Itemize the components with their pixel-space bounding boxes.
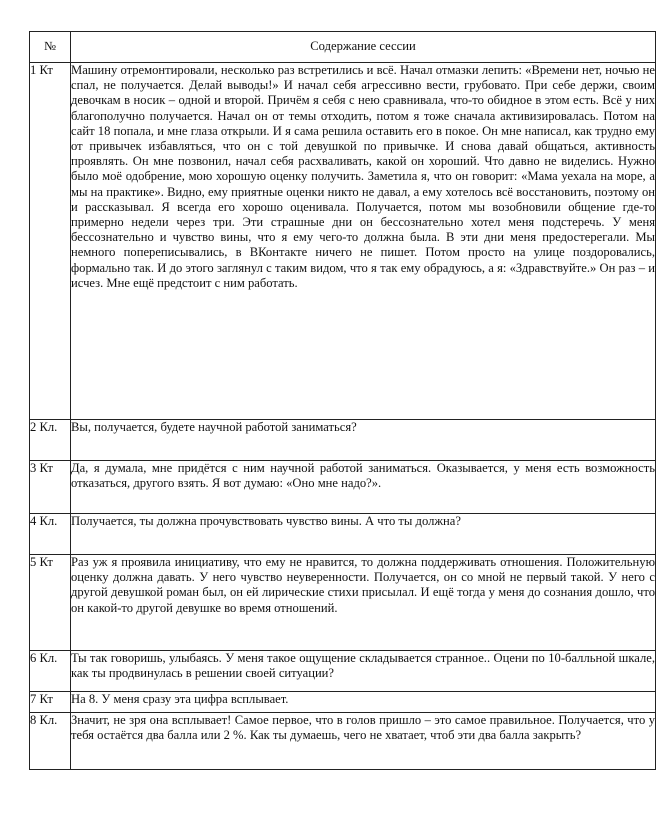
row-number: 3 Кт — [30, 461, 71, 514]
row-text: Машину отремонтировали, несколько раз встретились и всё. Начал отмазки лепить: «Времени нет, ночью не спал, не получается. Делай выводы!» И начал себя агрессивно вести, грубовато. При себе держи, своим девочкам в носик – одной и второй. Причём я себя с нею сравнивала, что-то обидное в этом есть. Всё у них благополучно получается. Начал он от темы отходить, потом я тоже сначала активизировалась. Потом на сайт 18 попала, и мне глаза открыли. И я сама решила оставить его в покое. Он мне написал, как трудно ему от привычек избавляться, что он с той девушкой по привычке. И снова давай общаться, активность проявлять. Он мне позвонил, начал себя расхваливать, какой он хороший. Что давно не виделись. Нужно было моё одобрение, мою хорошую оценку получить. Заметила я, что он говорит: «Мама уехала на море, а мы на практике». Видно, ему приятные оценки никто не давал, а ему хотелось всё восстановить, поэтому он и рассказывал. Я всегда его хорошо оценивала. Получается, потом мы возобновили общение где-то примерно недели через три. Эти страшные дни он бессознательно хотел меня подстеречь. У меня бессознательно и чувство вины, что я ему чего-то должна была. В эти дни меня предостерегали. Мы немного попереписывались, в ВКонтакте ничего не пишет. Потом просто на улице поздоровались, формально так. И до этого заглянул с таким видом, что я так ему обрадуюсь, а я: «Здравствуйте.» Он раз – и исчез. Мне ещё предстоит с ним работать. — [71, 63, 656, 420]
row-number: 8 Кл. — [30, 713, 71, 770]
row-number: 2 Кл. — [30, 420, 71, 461]
row-number: 4 Кл. — [30, 514, 71, 555]
row-text: Ты так говоришь, улыбаясь. У меня такое ощущение складывается странное.. Оцени по 10-балльной шкале, как ты продвинулась в решении своей ситуации? — [71, 651, 656, 692]
row-number: 6 Кл. — [30, 651, 71, 692]
table-row — [30, 713, 656, 770]
table-row — [30, 63, 656, 420]
header-number: № — [30, 32, 71, 63]
row-text: Раз уж я проявила инициативу, что ему не нравится, то должна поддерживать отношения. Положительную оценку должна давать. У него чувство неуверенности. Получается, он со мной не первый такой. У него с другой девушкой роман был, он ей лирические стихи присылал. И ещё тогда у меня до сознания дошло, что он какой-то другой девушке во время отношений. — [71, 555, 656, 651]
row-text: На 8. У меня сразу эта цифра всплывает. — [71, 692, 656, 713]
row-text: Значит, не зря она всплывает! Самое первое, что в голов пришло – это самое правильное. Получается, что у тебя остаётся два балла или 2 %. Как ты думаешь, чего не хватает, чтоб эти два балла закрыть? — [71, 713, 656, 770]
table-row — [30, 514, 656, 555]
table-row — [30, 692, 656, 713]
row-number: 5 Кт — [30, 555, 71, 651]
table-header-row — [30, 32, 656, 63]
row-number: 1 Кт — [30, 63, 71, 420]
row-number: 7 Кт — [30, 692, 71, 713]
row-text: Да, я думала, мне придётся с ним научной работой заниматься. Оказывается, у меня есть возможность отказаться, другого взять. Я вот думаю: «Оно мне надо?». — [71, 461, 656, 514]
row-text: Получается, ты должна прочувствовать чувство вины. А что ты должна? — [71, 514, 656, 555]
table-row — [30, 461, 656, 514]
header-content: Содержание сессии — [71, 32, 656, 63]
table-row — [30, 420, 656, 461]
table-row — [30, 651, 656, 692]
session-table — [29, 31, 656, 770]
table-row — [30, 555, 656, 651]
row-text: Вы, получается, будете научной работой заниматься? — [71, 420, 656, 461]
